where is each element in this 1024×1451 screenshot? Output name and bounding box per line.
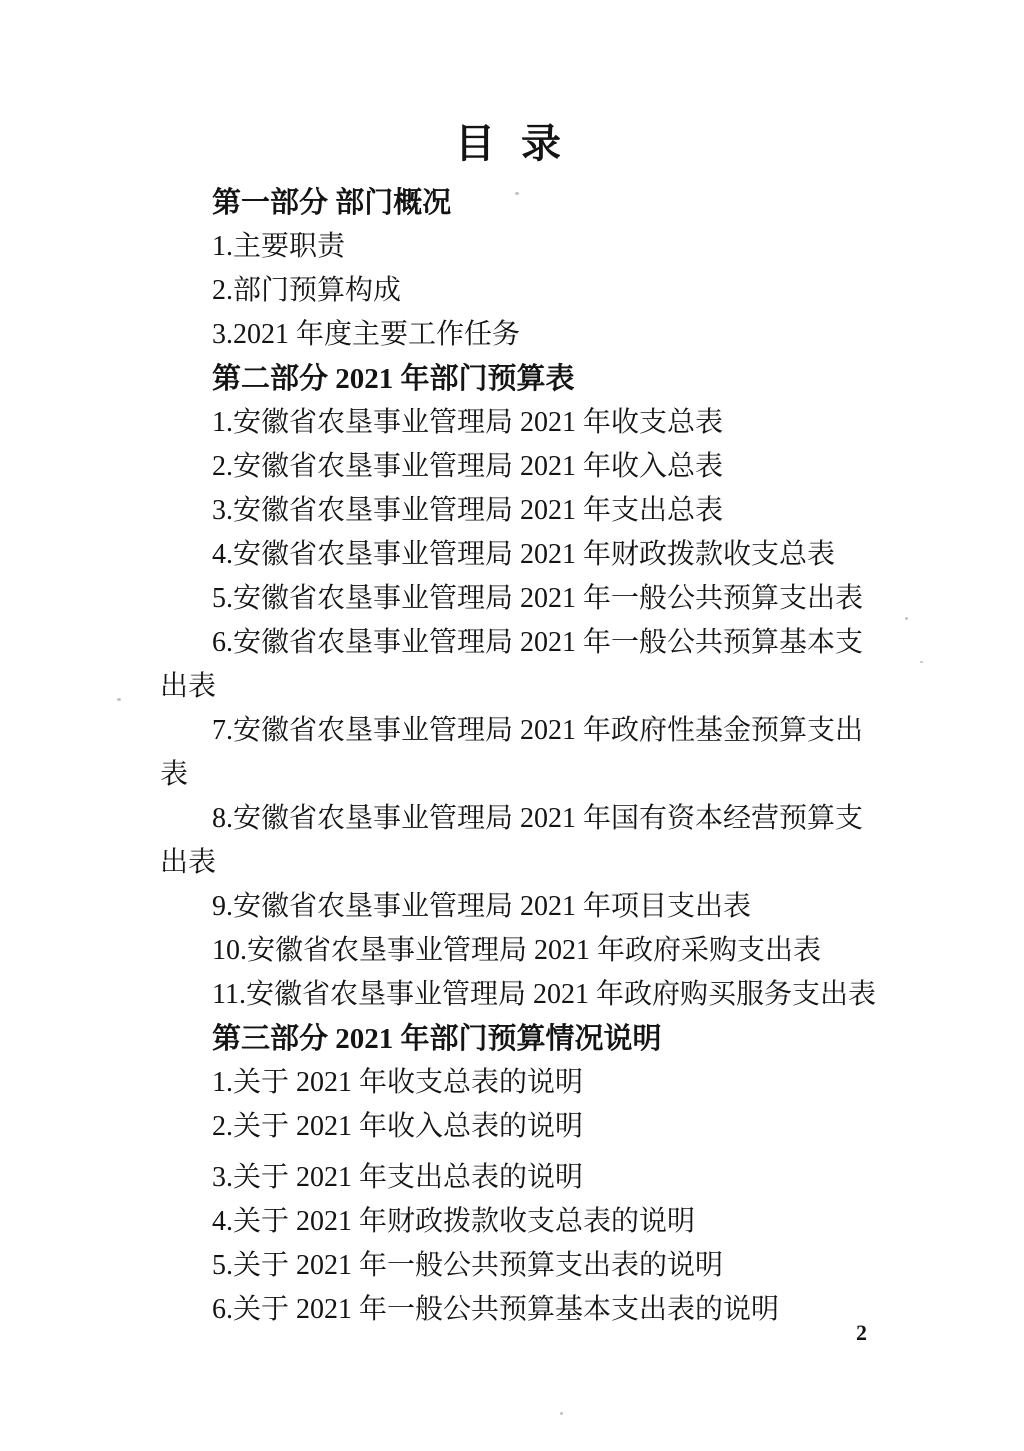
toc-item: 2.关于 2021 年收入总表的说明	[212, 1111, 584, 1142]
part-3-heading: 第三部分 2021 年部门预算情况说明	[212, 1023, 662, 1055]
scan-speck	[920, 661, 923, 663]
toc-item: 7.安徽省农垦事业管理局 2021 年政府性基金预算支出	[212, 715, 864, 746]
scan-speck	[117, 698, 121, 701]
page-number: 2	[856, 1320, 867, 1345]
toc-item: 5.关于 2021 年一般公共预算支出表的说明	[212, 1250, 724, 1281]
toc-item: 3.关于 2021 年支出总表的说明	[212, 1162, 584, 1193]
toc-item: 1.关于 2021 年收支总表的说明	[212, 1067, 584, 1098]
scan-speck	[905, 617, 908, 620]
toc-item: 1.安徽省农垦事业管理局 2021 年收支总表	[212, 407, 724, 438]
part-2-heading: 第二部分 2021 年部门预算表	[212, 363, 575, 395]
toc-item: 9.安徽省农垦事业管理局 2021 年项目支出表	[212, 891, 752, 922]
toc-item-wrap-line: 表	[160, 759, 189, 790]
toc-item-wrap-line: 出表	[160, 847, 217, 878]
toc-item: 3.2021 年度主要工作任务	[212, 319, 521, 350]
toc-item: 10.安徽省农垦事业管理局 2021 年政府采购支出表	[212, 935, 822, 966]
toc-item: 5.安徽省农垦事业管理局 2021 年一般公共预算支出表	[212, 583, 864, 614]
scan-speck	[560, 1412, 563, 1415]
toc-item-wrap-line: 出表	[160, 671, 217, 702]
page-title: 目 录	[455, 121, 569, 166]
toc-item: 2.部门预算构成	[212, 275, 402, 306]
toc-item: 4.关于 2021 年财政拨款收支总表的说明	[212, 1206, 696, 1237]
toc-item: 8.安徽省农垦事业管理局 2021 年国有资本经营预算支	[212, 803, 864, 834]
toc-item: 6.安徽省农垦事业管理局 2021 年一般公共预算基本支	[212, 627, 864, 658]
toc-item: 3.安徽省农垦事业管理局 2021 年支出总表	[212, 495, 724, 526]
part-1-heading: 第一部分 部门概况	[212, 187, 452, 219]
scan-speck	[515, 192, 519, 195]
toc-item: 2.安徽省农垦事业管理局 2021 年收入总表	[212, 451, 724, 482]
toc-item: 11.安徽省农垦事业管理局 2021 年政府购买服务支出表	[212, 979, 876, 1010]
toc-item: 1.主要职责	[212, 231, 346, 262]
table-of-contents	[0, 181, 1024, 1332]
toc-item: 4.安徽省农垦事业管理局 2021 年财政拨款收支总表	[212, 539, 836, 570]
toc-item: 6.关于 2021 年一般公共预算基本支出表的说明	[212, 1294, 780, 1325]
